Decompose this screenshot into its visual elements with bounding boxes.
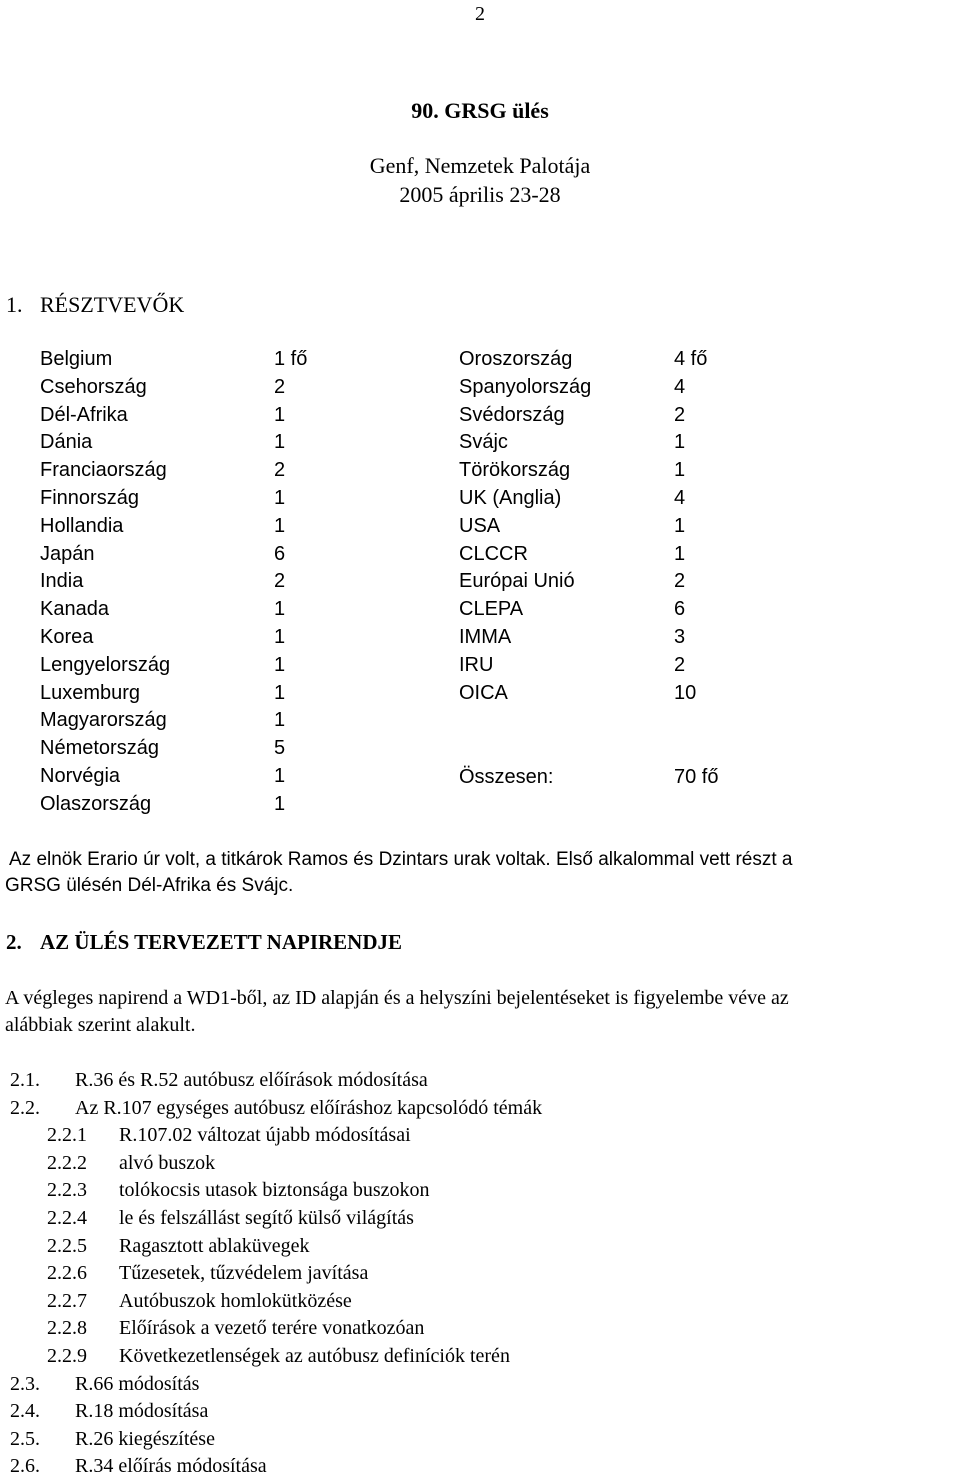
agenda-item-number: 2.2.2 bbox=[47, 1152, 87, 1174]
meeting-location: Genf, Nemzetek Palotája bbox=[369, 153, 591, 178]
participant-count: 1 bbox=[274, 682, 286, 704]
section2-number: 2. bbox=[6, 930, 22, 954]
participant-count: 10 bbox=[674, 682, 697, 704]
participant-count: 5 bbox=[274, 737, 286, 759]
agenda-item-text: R.26 kiegészítése bbox=[75, 1428, 215, 1450]
participant-count: 4 fő bbox=[674, 348, 708, 370]
participant-country: Norvégia bbox=[40, 765, 121, 787]
participant-country: Korea bbox=[40, 626, 94, 648]
participant-count: 1 bbox=[674, 543, 686, 565]
total-value: 70 fő bbox=[674, 766, 719, 788]
agenda-item-number: 2.2.1 bbox=[47, 1124, 87, 1146]
participant-country: Luxemburg bbox=[40, 682, 141, 704]
participant-count: 3 bbox=[674, 626, 686, 648]
participant-count: 6 bbox=[274, 543, 286, 565]
agenda-item-number: 2.2. bbox=[10, 1097, 40, 1119]
participant-country: OICA bbox=[459, 682, 508, 704]
participant-count: 1 bbox=[274, 765, 286, 787]
agenda-item-text: Tűzesetek, tűzvédelem javítása bbox=[119, 1262, 369, 1284]
participant-count: 1 bbox=[274, 404, 286, 426]
participant-count: 1 bbox=[274, 487, 286, 509]
participant-country: Svájc bbox=[459, 431, 508, 453]
participant-country: Németország bbox=[40, 737, 159, 759]
participant-country: USA bbox=[459, 515, 501, 537]
participant-count: 2 bbox=[674, 654, 686, 676]
participant-country: Olaszország bbox=[40, 793, 152, 815]
participant-count: 1 bbox=[674, 459, 686, 481]
agenda-item-number: 2.2.5 bbox=[47, 1235, 87, 1257]
agenda-item-number: 2.1. bbox=[10, 1069, 40, 1091]
participant-country: CLCCR bbox=[459, 543, 528, 565]
section1-title: RÉSZTVEVŐK bbox=[40, 292, 185, 317]
agenda-item-text: tolókocsis utasok biztonsága buszokon bbox=[119, 1179, 430, 1201]
agenda-item-number: 2.2.8 bbox=[47, 1317, 87, 1339]
participant-country: IMMA bbox=[459, 626, 512, 648]
chair-note-line2: GRSG ülésén Dél-Afrika és Svájc. bbox=[5, 875, 294, 896]
participant-country: Törökország bbox=[459, 459, 571, 481]
agenda-item-number: 2.2.9 bbox=[47, 1345, 87, 1367]
participant-count: 1 bbox=[274, 598, 286, 620]
agenda-item-text: R.34 előírás módosítása bbox=[75, 1455, 267, 1477]
participant-count: 1 bbox=[274, 709, 286, 731]
participant-count: 1 bbox=[274, 793, 286, 815]
participant-count: 2 bbox=[274, 376, 286, 398]
agenda-item-text: R.107.02 változat újabb módosításai bbox=[119, 1124, 411, 1146]
chair-note-line1: Az elnök Erario úr volt, a titkárok Ramos és Dzintars urak voltak. Első alkalommal vett részt a bbox=[9, 849, 793, 870]
participant-count: 1 bbox=[274, 654, 286, 676]
participant-country: Oroszország bbox=[459, 348, 573, 370]
participant-country: Svédország bbox=[459, 404, 565, 426]
agenda-item-text: R.36 és R.52 autóbusz előírások módosítása bbox=[75, 1069, 428, 1091]
participant-country: Csehország bbox=[40, 376, 147, 398]
participant-count: 1 bbox=[674, 515, 686, 537]
participant-count: 1 fő bbox=[274, 348, 308, 370]
meeting-title: 90. GRSG ülés bbox=[411, 98, 549, 123]
agenda-item-text: Ragasztott ablaküvegek bbox=[119, 1235, 310, 1257]
section2-title: AZ ÜLÉS TERVEZETT NAPIRENDJE bbox=[40, 930, 403, 954]
participant-country: Franciaország bbox=[40, 459, 167, 481]
section2-intro-line1: A végleges napirend a WD1-ből, az ID alapján és a helyszíni bejelentéseket is figyelembe véve az bbox=[5, 987, 789, 1009]
participant-country: Európai Unió bbox=[459, 570, 575, 592]
agenda-item-number: 2.5. bbox=[10, 1428, 40, 1450]
agenda-item-text: Előírások a vezető terére vonatkozóan bbox=[119, 1317, 425, 1339]
participant-count: 6 bbox=[674, 598, 686, 620]
participant-count: 4 bbox=[674, 487, 686, 509]
participant-country: Japán bbox=[40, 543, 95, 565]
agenda-item-text: Az R.107 egységes autóbusz előíráshoz kapcsolódó témák bbox=[75, 1097, 543, 1119]
agenda-item-number: 2.2.3 bbox=[47, 1179, 87, 1201]
agenda-item-text: R.18 módosítása bbox=[75, 1400, 209, 1422]
participant-country: Spanyolország bbox=[459, 376, 592, 398]
participant-country: Dánia bbox=[40, 431, 93, 453]
participant-count: 4 bbox=[674, 376, 686, 398]
participant-count: 1 bbox=[274, 431, 286, 453]
participant-count: 1 bbox=[674, 431, 686, 453]
participant-country: IRU bbox=[459, 654, 494, 676]
section2-intro-line2: alábbiak szerint alakult. bbox=[5, 1014, 196, 1036]
agenda-item-number: 2.2.4 bbox=[47, 1207, 87, 1229]
participant-country: Lengyelország bbox=[40, 654, 171, 676]
page-number: 2 bbox=[475, 3, 485, 25]
agenda-item-number: 2.2.7 bbox=[47, 1290, 87, 1312]
agenda-item-number: 2.3. bbox=[10, 1373, 40, 1395]
agenda-item-text: alvó buszok bbox=[119, 1152, 216, 1174]
agenda-item-text: le és felszállást segítő külső világítás bbox=[119, 1207, 414, 1229]
agenda-item-number: 2.4. bbox=[10, 1400, 40, 1422]
agenda-item-text: Következetlenségek az autóbusz definíciók terén bbox=[119, 1345, 510, 1367]
total-label: Összesen: bbox=[459, 766, 554, 788]
meeting-dates: 2005 április 23-28 bbox=[399, 182, 561, 207]
participant-count: 2 bbox=[674, 404, 686, 426]
participant-country: Magyarország bbox=[40, 709, 167, 731]
agenda-item-text: Autóbuszok homlokütközése bbox=[119, 1290, 352, 1312]
agenda-item-text: R.66 módosítás bbox=[75, 1373, 200, 1395]
participant-count: 1 bbox=[274, 515, 286, 537]
participant-count: 2 bbox=[274, 570, 286, 592]
participant-country: Dél-Afrika bbox=[40, 404, 128, 426]
participant-count: 2 bbox=[674, 570, 686, 592]
participant-country: Belgium bbox=[40, 348, 113, 370]
section1-number: 1. bbox=[6, 292, 23, 317]
participant-country: Kanada bbox=[40, 598, 109, 620]
participant-count: 2 bbox=[274, 459, 286, 481]
agenda-item-number: 2.6. bbox=[10, 1455, 40, 1477]
participant-country: India bbox=[40, 570, 84, 592]
participant-country: Finnország bbox=[40, 487, 139, 509]
agenda-item-number: 2.2.6 bbox=[47, 1262, 87, 1284]
participant-country: UK (Anglia) bbox=[459, 487, 562, 509]
participant-count: 1 bbox=[274, 626, 286, 648]
participant-country: Hollandia bbox=[40, 515, 124, 537]
participant-country: CLEPA bbox=[459, 598, 524, 620]
